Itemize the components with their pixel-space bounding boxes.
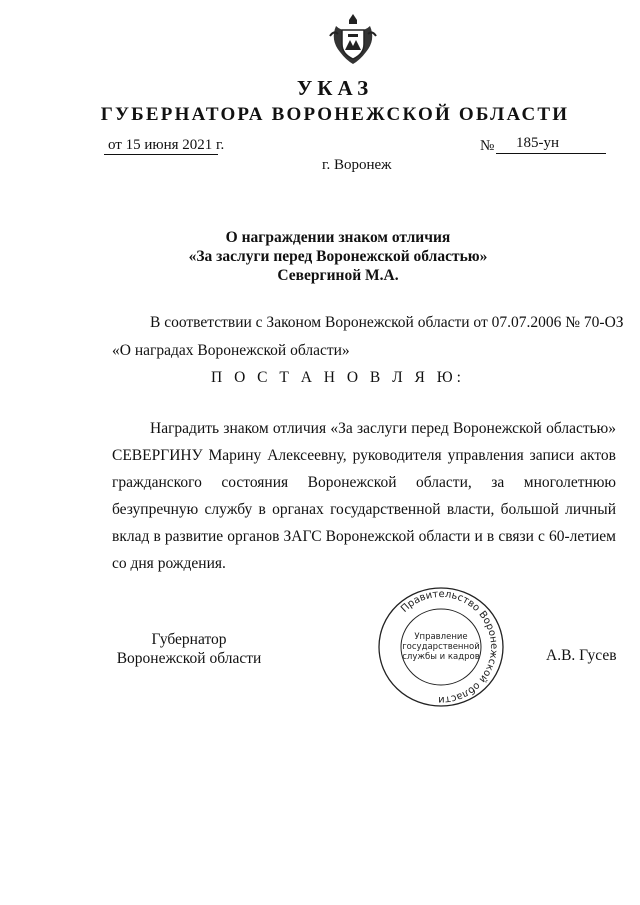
stamp-ring-text: Правительство Воронежской области: [399, 588, 500, 706]
official-stamp: [376, 585, 506, 709]
date-underline: [104, 154, 218, 155]
document-title: УКАЗ: [296, 76, 374, 100]
preamble-line-1: В соответствии с Законом Воронежской области от 07.07.2006 № 70-ОЗ: [150, 314, 624, 331]
signatory-position: [114, 630, 264, 668]
decree-word: П О С Т А Н О В Л Я Ю:: [211, 369, 465, 386]
number-sign: №: [480, 138, 495, 154]
subject-line-3: Севергиной М.А.: [277, 267, 399, 284]
stamp-center-line-2: государственной: [402, 642, 480, 652]
position-line-1: Губернатор: [151, 631, 227, 648]
document-date: от 15 июня 2021 г.: [108, 137, 225, 153]
stamp-center-line-1: Управление: [414, 632, 468, 642]
decree-body: Наградить знаком отличия «За заслуги перед Воронежской областью» СЕВЕРГИНУ Марину Алексеевну, руководителя управления записи актов гражданского состояния Воронежской области, за многолетнюю безупречную службу в органах государственной власти, большой личный вклад в развитие органов ЗАГС Воронежской области и в связи с 60-летием со дня рождения.: [112, 420, 616, 572]
coat-of-arms-icon: [328, 12, 378, 68]
document-subject: [0, 228, 640, 285]
subject-line-1: О награждении знаком отличия: [225, 229, 451, 246]
subject-line-2: «За заслуги перед Воронежской областью»: [188, 248, 488, 265]
signatory-name: А.В. Гусев: [546, 647, 617, 664]
number-underline: [496, 153, 606, 154]
document-city: г. Воронеж: [322, 157, 392, 173]
document-number: 185-ун: [516, 135, 560, 151]
preamble-line-2: «О наградах Воронежской области»: [112, 342, 350, 359]
document-subtitle: ГУБЕРНАТОРА ВОРОНЕЖСКОЙ ОБЛАСТИ: [100, 104, 570, 125]
stamp-center-line-3: службы и кадров: [402, 652, 480, 662]
position-line-2: Воронежской области: [116, 650, 262, 667]
